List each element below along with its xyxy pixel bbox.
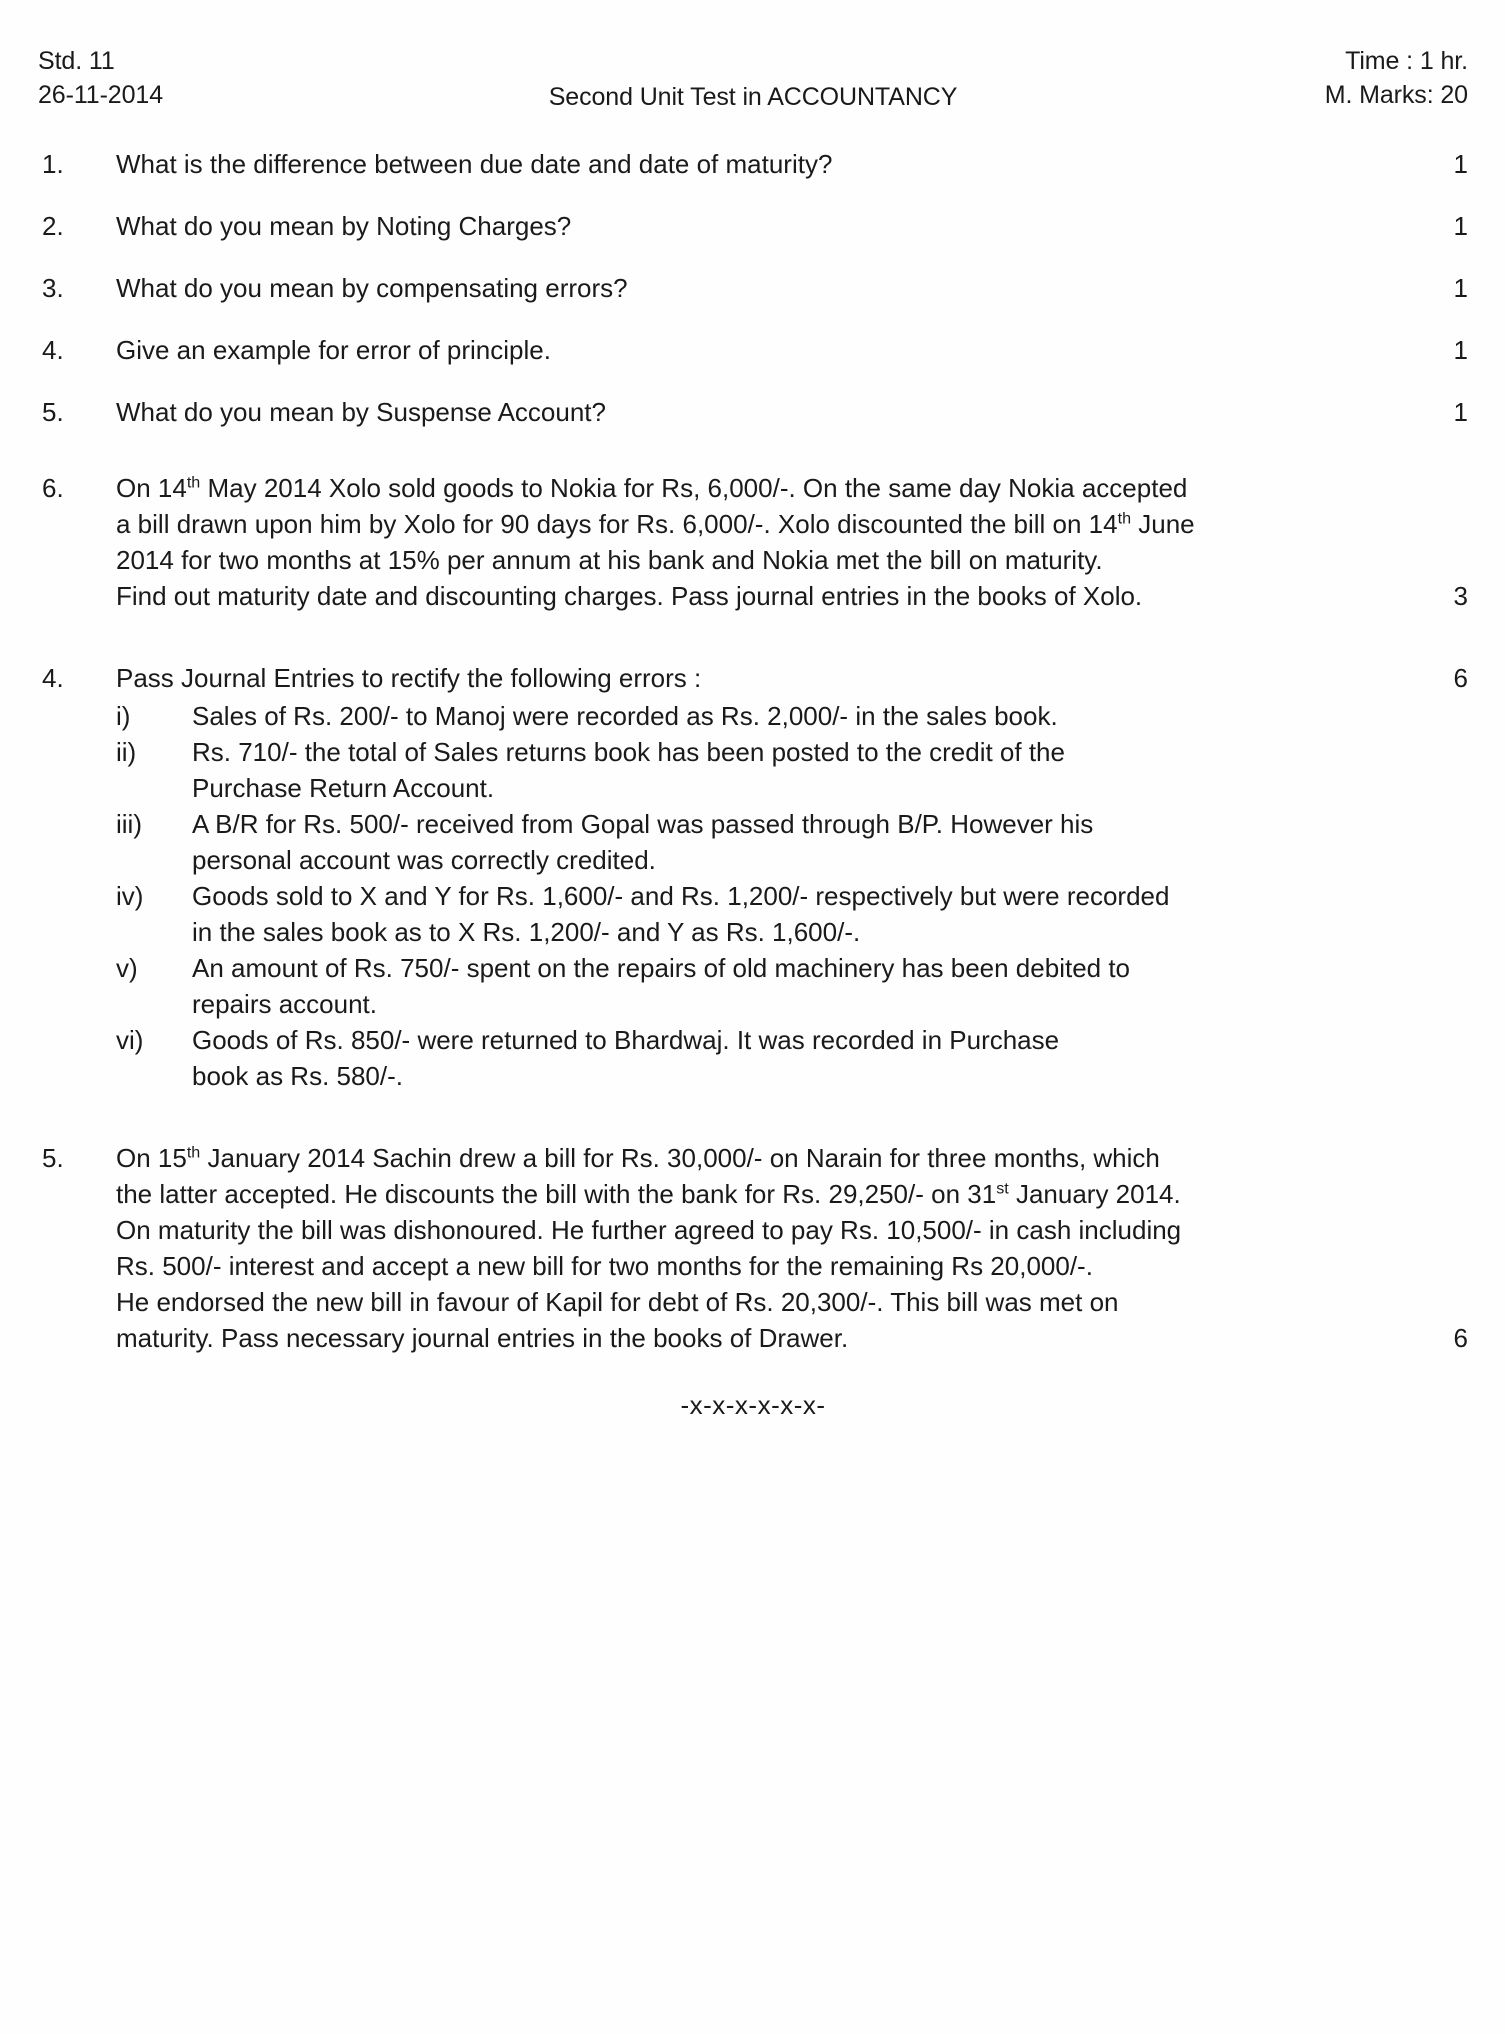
end-of-paper-mark: -x-x-x-x-x-x- [680, 1390, 826, 1420]
page-title: Second Unit Test in ACCOUNTANCY [548, 83, 958, 111]
sub-item-line: Goods of Rs. 850/- were returned to Bhardwaj. It was recorded in Purchase [192, 1025, 1060, 1055]
question-line: Find out maturity date and discounting charges. Pass journal entries in the books of Xolo. [116, 581, 1143, 611]
question-text [116, 394, 1468, 430]
sub-item-list [116, 698, 1404, 1094]
sub-item [116, 698, 1404, 734]
sub-item-text [192, 698, 1404, 734]
sub-item-line: book as Rs. 580/-. [192, 1061, 403, 1091]
question-row-rectify-errors [38, 660, 1468, 1094]
ordinal-superscript: th [186, 1143, 201, 1162]
question-line: Rs. 500/- interest and accept a new bill for two months for the remaining Rs 20,000/-. [116, 1251, 1093, 1281]
line-part: On 15 [116, 1143, 187, 1173]
sub-item-label: ii) [116, 737, 137, 767]
question-row-bill-problem [38, 470, 1468, 614]
ordinal-superscript: th [186, 473, 201, 492]
question-row [38, 270, 1468, 306]
sub-item-line: personal account was correctly credited. [192, 845, 656, 875]
question-line: maturity. Pass necessary journal entries in the books of Drawer. [116, 1323, 849, 1353]
question-row [38, 332, 1468, 368]
question-text [116, 470, 1468, 614]
question-text [116, 332, 1468, 368]
question-line: What do you mean by Noting Charges? [116, 211, 572, 241]
question-line: What do you mean by Suspense Account? [116, 397, 606, 427]
question-text [116, 146, 1468, 182]
question-number: 2. [42, 211, 64, 241]
line-part: May 2014 Xolo sold goods to Nokia for Rs, 6,000/-. On the same day Nokia accepted [200, 473, 1188, 503]
sub-item [116, 806, 1404, 878]
question-marks: 6 [1453, 663, 1468, 693]
sub-item-line: repairs account. [192, 989, 377, 1019]
question-number: 3. [42, 273, 64, 303]
sub-item-line: in the sales book as to X Rs. 1,200/- and Y as Rs. 1,600/-. [192, 917, 861, 947]
question-line: On maturity the bill was dishonoured. He further agreed to pay Rs. 10,500/- in cash including [116, 1215, 1182, 1245]
sub-item-label: v) [116, 953, 138, 983]
question-text [116, 660, 1468, 1094]
sub-item-label: iii) [116, 809, 142, 839]
question-number: 6. [42, 473, 64, 503]
sub-item [116, 950, 1404, 1022]
question-row [38, 146, 1468, 182]
question-marks: 1 [1453, 397, 1468, 427]
line-part: June [1131, 509, 1195, 539]
question-line: 2014 for two months at 15% per annum at his bank and Nokia met the bill on maturity. [116, 545, 1103, 575]
sub-item-label: iv) [116, 881, 144, 911]
sub-item-line: Sales of Rs. 200/- to Manoj were recorded as Rs. 2,000/- in the sales book. [192, 701, 1058, 731]
sub-item-line: Rs. 710/- the total of Sales returns book has been posted to the credit of the [192, 737, 1065, 767]
sub-item-label: vi) [116, 1025, 144, 1055]
question-number: 5. [42, 397, 64, 427]
ordinal-superscript: th [1117, 509, 1132, 528]
question-heading: Pass Journal Entries to rectify the following errors : [116, 663, 702, 693]
paper-content [38, 44, 1468, 1421]
sub-item [116, 1022, 1404, 1094]
question-line: Give an example for error of principle. [116, 335, 551, 365]
standard-label: Std. 11 [38, 47, 115, 75]
question-row-endorsement-problem [38, 1140, 1468, 1356]
sub-item-line: An amount of Rs. 750/- spent on the repairs of old machinery has been debited to [192, 953, 1131, 983]
question-marks: 1 [1453, 211, 1468, 241]
question-line [116, 470, 1404, 506]
sub-item-text [192, 1022, 1404, 1094]
sub-item-line: Goods sold to X and Y for Rs. 1,600/- and Rs. 1,200/- respectively but were recorded [192, 881, 1170, 911]
question-line: What do you mean by compensating errors? [116, 273, 628, 303]
question-line [116, 506, 1404, 542]
question-text [116, 1140, 1468, 1356]
question-marks: 6 [1453, 1323, 1468, 1353]
sub-item-text [192, 806, 1404, 878]
question-number: 1. [42, 149, 64, 179]
time-allowed: Time : 1 hr. [1345, 47, 1468, 75]
sub-item-line: A B/R for Rs. 500/- received from Gopal was passed through B/P. However his [192, 809, 1094, 839]
question-line: What is the difference between due date and date of maturity? [116, 149, 833, 179]
question-text [116, 270, 1468, 306]
line-part: On 14 [116, 473, 187, 503]
line-part: a bill drawn upon him by Xolo for 90 days for Rs. 6,000/-. Xolo discounted the bill on 14 [116, 509, 1118, 539]
question-text [116, 208, 1468, 244]
question-number: 4. [42, 335, 64, 365]
sub-item-label: i) [116, 701, 131, 731]
question-marks: 1 [1453, 335, 1468, 365]
question-list [38, 146, 1468, 1356]
question-line [116, 1176, 1404, 1212]
question-number: 4. [42, 663, 64, 693]
header-right-block [1325, 44, 1468, 112]
sub-item-line: Purchase Return Account. [192, 773, 495, 803]
line-part: January 2014. [1008, 1179, 1181, 1209]
ordinal-superscript: st [996, 1179, 1009, 1198]
line-part: the latter accepted. He discounts the bill with the bank for Rs. 29,250/- on 31 [116, 1179, 997, 1209]
question-marks: 3 [1453, 581, 1468, 611]
question-row [38, 394, 1468, 430]
question-marks: 1 [1453, 149, 1468, 179]
line-part: January 2014 Sachin drew a bill for Rs. 30,000/- on Narain for three months, which [200, 1143, 1160, 1173]
sub-item-text [192, 734, 1404, 806]
question-line: He endorsed the new bill in favour of Kapil for debt of Rs. 20,300/-. This bill was met on [116, 1287, 1119, 1317]
paper-header [38, 44, 1468, 116]
question-row [38, 208, 1468, 244]
exam-date: 26-11-2014 [38, 81, 164, 109]
sub-item [116, 734, 1404, 806]
max-marks: M. Marks: 20 [1324, 81, 1468, 109]
sub-item-text [192, 950, 1404, 1022]
sub-item [116, 878, 1404, 950]
sub-item-text [192, 878, 1404, 950]
question-line [116, 1140, 1404, 1176]
question-marks: 1 [1453, 273, 1468, 303]
question-number: 5. [42, 1143, 64, 1173]
